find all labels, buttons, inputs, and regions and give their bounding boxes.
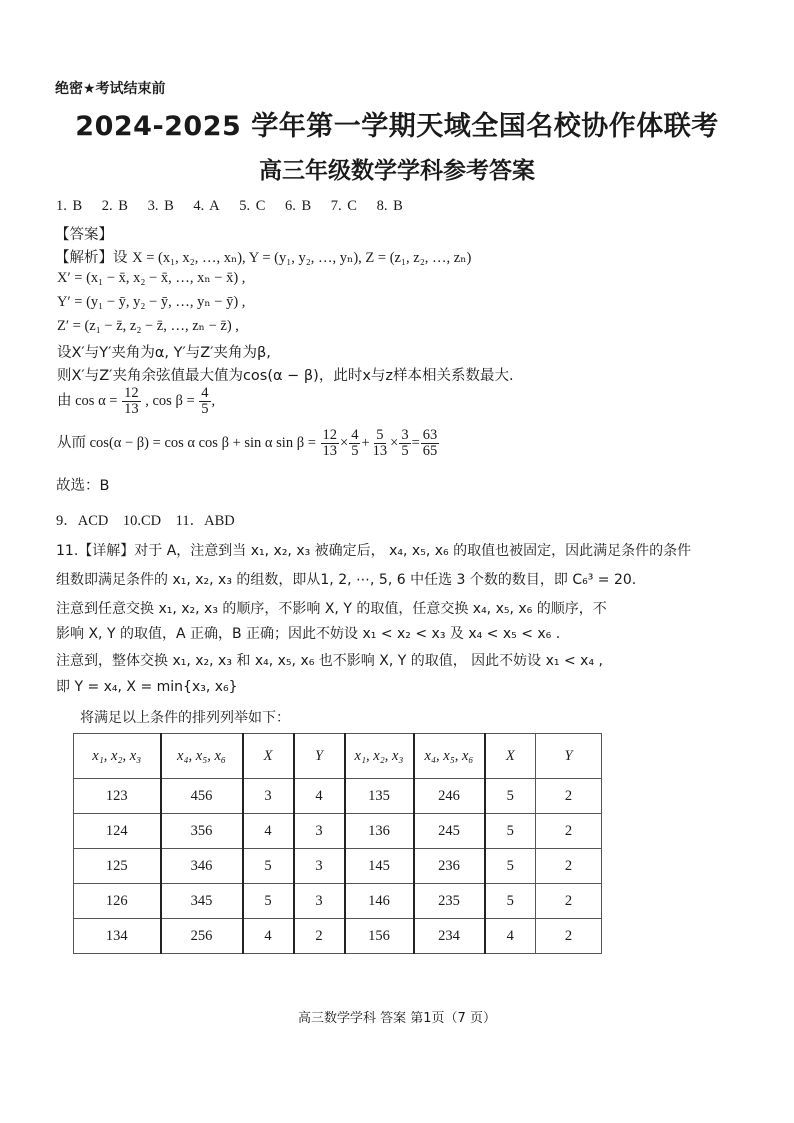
- fraction-1: [321, 428, 340, 459]
- table-row: [74, 849, 602, 884]
- q11-line-5: 注意到，整体交换 x₁, x₂, x₃ 和 x₄, x₅, x₆ 也不影响 X, Y 的取值， 因此不妨设 x₁ < x₄ ,: [56, 653, 603, 669]
- multi-select-answers: 9．ACD 10.CD 11．ABD: [56, 513, 235, 529]
- numerator: 4: [201, 385, 209, 401]
- table-cell: 3: [243, 779, 294, 814]
- given-values: [57, 386, 215, 417]
- fraction-4: [399, 428, 410, 459]
- header-cell: x₁, x₂, x₃: [345, 734, 414, 779]
- header-cell: X: [243, 734, 294, 779]
- cos-alpha-label: cos α =: [75, 393, 118, 410]
- table-row: [74, 814, 602, 849]
- denominator: 13: [372, 443, 388, 460]
- table-cell: 235: [414, 884, 485, 919]
- table-cell: 2: [294, 919, 345, 954]
- table-cell: 4: [243, 919, 294, 954]
- table-cell: 123: [74, 779, 161, 814]
- answer-2: 2. B: [101, 198, 128, 214]
- header-cell: x₄, x₅, x₆: [414, 734, 485, 779]
- table-cell: 456: [161, 779, 243, 814]
- cos-beta-label: , cos β =: [145, 393, 195, 410]
- times-sign: ×: [340, 435, 349, 452]
- page-title: 2024-2025 学年第一学期天域全国名校协作体联考: [75, 111, 719, 142]
- page-footer: 高三数学学科 答案 第1页（7 页）: [298, 1011, 496, 1026]
- q11-line-1: 11.【详解】对于 A，注意到当 x₁, x₂, x₃ 被确定后， x₄, x₅, x₆ 的取值也被固定，因此满足条件的条件: [56, 543, 692, 559]
- analysis-line: [55, 246, 471, 267]
- table-cell: 246: [414, 779, 485, 814]
- answer-1: 1. B: [56, 198, 83, 214]
- table-cell: 135: [345, 779, 414, 814]
- table-cell: 3: [294, 849, 345, 884]
- fraction-3: [371, 428, 390, 459]
- vector-definitions: X = (x₁, x₂, …, xₙ), Y = (y₁, y₂, …, yₙ), Z = (z₁, z₂, …, zₙ): [132, 250, 472, 266]
- cos-diff-expression: cos(α − β) = cos α cos β + sin α sin β =: [89, 435, 316, 452]
- numerator: 12: [124, 385, 139, 401]
- table-cell: 134: [74, 919, 161, 954]
- numerator: 5: [376, 427, 384, 443]
- table-cell: 3: [294, 814, 345, 849]
- fraction-cos-beta: [199, 386, 210, 417]
- table-cell: 5: [243, 884, 294, 919]
- table-row: [74, 779, 602, 814]
- table-cell: 126: [74, 884, 161, 919]
- answer-5: 5. C: [239, 198, 266, 214]
- max-cosine-statement: 则X′与Z′夹角余弦值最大值为cos(α − β)，此时x与z样本相关系数最大.: [57, 368, 514, 384]
- analysis-tag: 【解析】: [55, 250, 113, 266]
- table-cell: 2: [536, 849, 602, 884]
- answer-8: 8. B: [376, 198, 403, 214]
- denominator: 5: [201, 401, 209, 418]
- table-cell: 124: [74, 814, 161, 849]
- times-sign: ×: [390, 435, 399, 452]
- set-word: 设: [113, 250, 128, 266]
- answer-3: 3. B: [147, 198, 174, 214]
- table-header-row: [74, 734, 602, 779]
- multiple-choice-answers: [56, 198, 417, 215]
- header-cell: X: [485, 734, 536, 779]
- table-cell: 2: [536, 919, 602, 954]
- denominator: 5: [401, 443, 409, 460]
- choice-conclusion: 故选：B: [56, 478, 110, 494]
- table-intro: 将满足以上条件的排列列举如下：: [80, 710, 290, 726]
- q11-line-2: 组数即满足条件的 x₁, x₂, x₃ 的组数，即从1, 2, ⋯, 5, 6 中任选 3 个数的数目，即 C₆³ = 20.: [56, 572, 637, 588]
- table-cell: 2: [536, 814, 602, 849]
- table-cell: 4: [294, 779, 345, 814]
- table-cell: 236: [414, 849, 485, 884]
- table-cell: 3: [294, 884, 345, 919]
- table-cell: 5: [243, 849, 294, 884]
- x-prime-formula: X′ = (x₁ − x̄, x₂ − x̄, …, xₙ − x̄) ,: [57, 270, 246, 286]
- given-prefix: 由: [57, 393, 72, 410]
- fraction-result: [421, 428, 440, 459]
- confidential-label: 绝密★考试结束前: [55, 81, 166, 97]
- header-cell: x₄, x₅, x₆: [161, 734, 243, 779]
- q11-line-6: 即 Y = x₄, X = min{x₃, x₆}: [56, 679, 238, 695]
- table-cell: 156: [345, 919, 414, 954]
- denominator: 13: [124, 401, 139, 418]
- header-cell: x₁, x₂, x₃: [74, 734, 161, 779]
- equals-sign: =: [411, 435, 420, 452]
- table-cell: 145: [345, 849, 414, 884]
- answer-tag: 【答案】: [55, 227, 113, 243]
- numerator: 3: [401, 427, 409, 443]
- q11-line-4: 影响 X, Y 的取值，A 正确，B 正确；因此不妨设 x₁ < x₂ < x₃ 及 x₄ < x₅ < x₆ .: [56, 626, 561, 642]
- table-cell: 346: [161, 849, 243, 884]
- table-cell: 125: [74, 849, 161, 884]
- table-cell: 4: [485, 919, 536, 954]
- q11-line-3: 注意到任意交换 x₁, x₂, x₃ 的顺序，不影响 X, Y 的取值，任意交换 x₄, x₅, x₆ 的顺序，不: [56, 601, 607, 617]
- table-cell: 5: [485, 779, 536, 814]
- header-cell: Y: [536, 734, 602, 779]
- table-cell: 4: [243, 814, 294, 849]
- permutation-table: [73, 733, 602, 954]
- numerator: 63: [422, 427, 438, 443]
- y-prime-formula: Y′ = (y₁ − ȳ, y₂ − ȳ, …, yₙ − ȳ) ,: [57, 294, 246, 310]
- plus-sign: +: [361, 435, 370, 452]
- numerator: 12: [322, 427, 337, 443]
- table-row: [74, 919, 602, 954]
- table-cell: 2: [536, 779, 602, 814]
- angle-definition: 设X′与Y′夹角为α, Y′与Z′夹角为β,: [57, 345, 271, 361]
- table-cell: 356: [161, 814, 243, 849]
- table-cell: 146: [345, 884, 414, 919]
- answer-6: 6. B: [284, 198, 312, 214]
- table-cell: 2: [536, 884, 602, 919]
- fraction-2: [349, 428, 360, 459]
- answer-4: 4. A: [193, 198, 220, 214]
- page-subtitle: 高三年级数学学科参考答案: [259, 158, 535, 184]
- header-cell: Y: [294, 734, 345, 779]
- table-cell: 136: [345, 814, 414, 849]
- comma: ,: [211, 393, 216, 410]
- z-prime-formula: Z′ = (z₁ − z̄, z₂ − z̄, …, zₙ − z̄) ,: [57, 318, 239, 334]
- table-cell: 234: [414, 919, 485, 954]
- numerator: 4: [351, 427, 359, 443]
- table-cell: 345: [161, 884, 243, 919]
- fraction-cos-alpha: [122, 386, 141, 417]
- denominator: 13: [322, 443, 337, 460]
- denominator: 5: [351, 443, 359, 460]
- answer-7: 7. C: [330, 198, 357, 214]
- cosine-computation: [57, 428, 440, 459]
- thus-prefix: 从而: [57, 435, 86, 452]
- table-cell: 5: [485, 884, 536, 919]
- denominator: 65: [422, 443, 438, 460]
- table-cell: 245: [414, 814, 485, 849]
- table-cell: 5: [485, 814, 536, 849]
- table-row: [74, 884, 602, 919]
- table-cell: 256: [161, 919, 243, 954]
- table-cell: 5: [485, 849, 536, 884]
